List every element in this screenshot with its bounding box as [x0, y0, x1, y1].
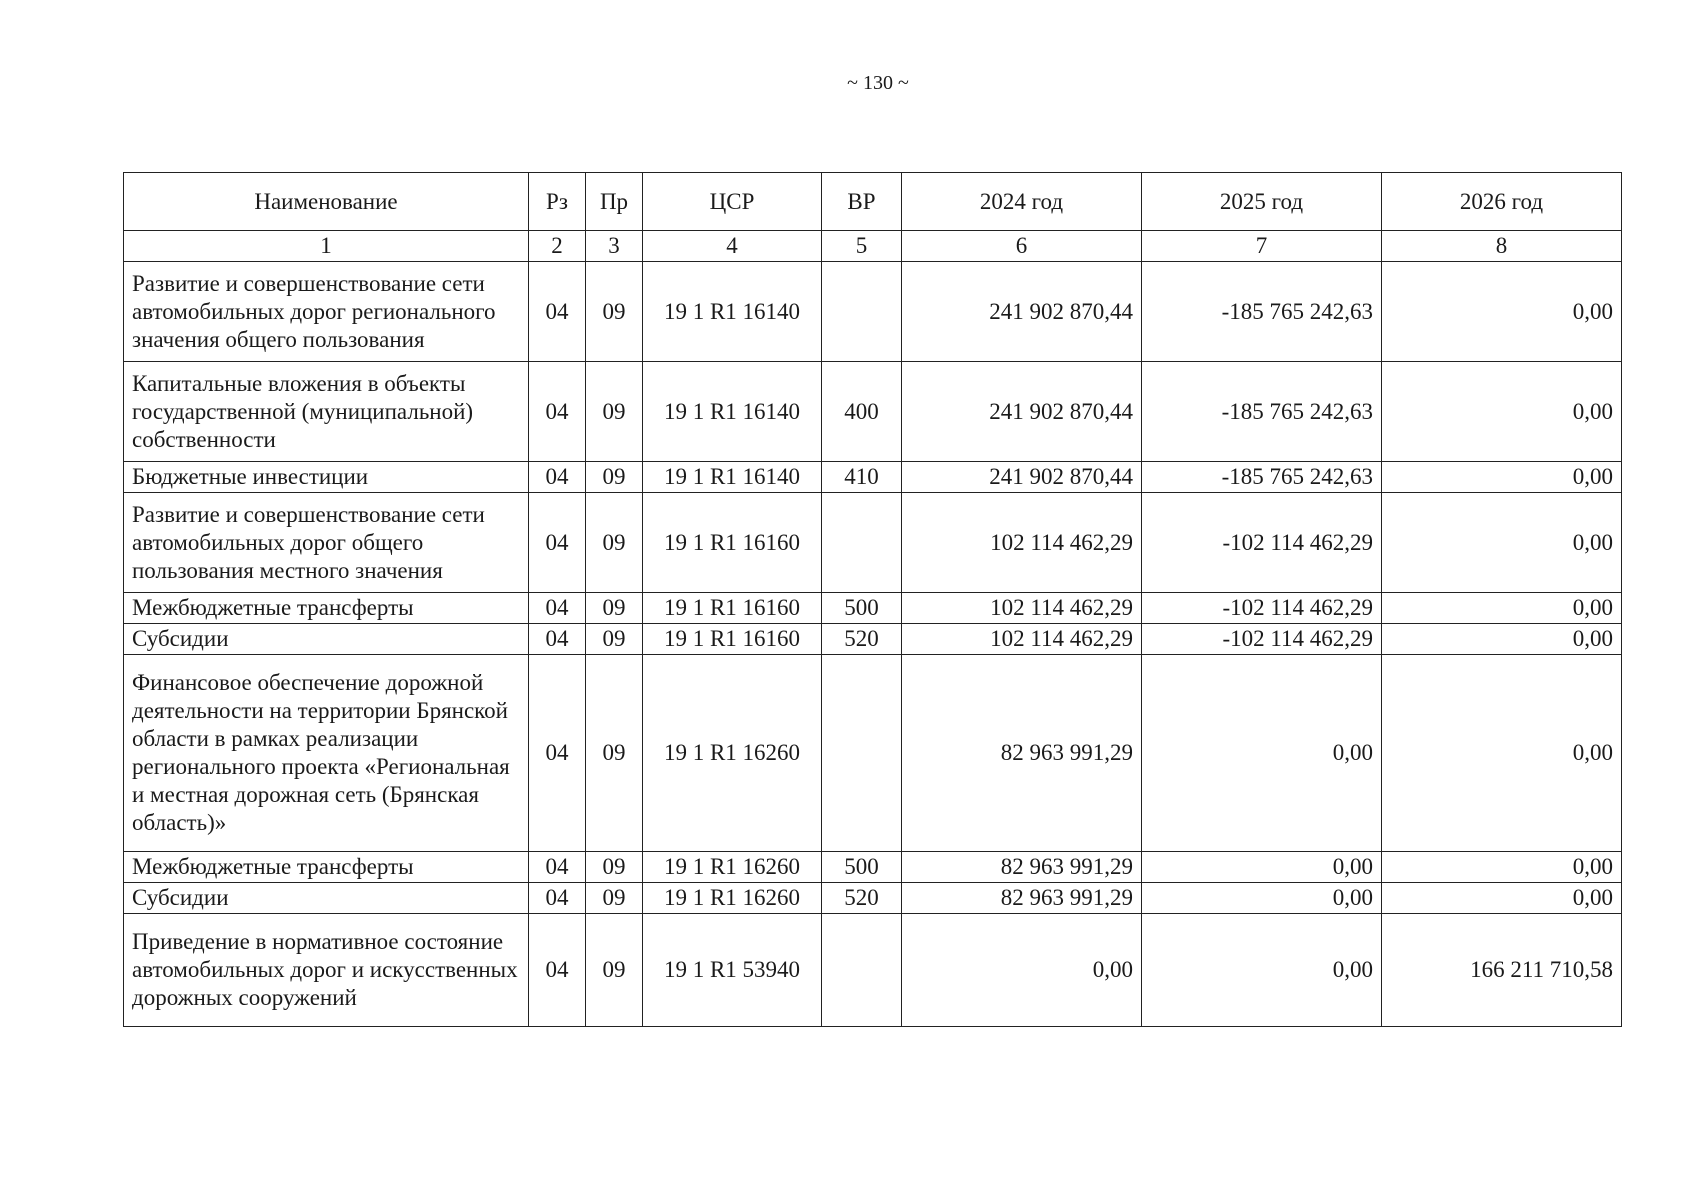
header-2025: 2025 год — [1142, 173, 1382, 231]
row-vr — [822, 262, 902, 362]
row-2026: 0,00 — [1382, 655, 1622, 852]
column-number: 2 — [529, 231, 586, 262]
row-2026: 0,00 — [1382, 593, 1622, 624]
row-2024: 82 963 991,29 — [902, 883, 1142, 914]
header-name: Наименование — [124, 173, 529, 231]
row-name: Приведение в нормативное состояние автомобильных дорог и искусственных дорожных сооружений — [124, 914, 529, 1027]
row-name: Субсидии — [124, 883, 529, 914]
row-2025: -102 114 462,29 — [1142, 593, 1382, 624]
row-2026: 0,00 — [1382, 883, 1622, 914]
table-row — [124, 852, 1622, 883]
row-2025: 0,00 — [1142, 883, 1382, 914]
table-row — [124, 883, 1622, 914]
header-rz: Рз — [529, 173, 586, 231]
row-csr: 19 1 R1 16140 — [643, 362, 822, 462]
table-row — [124, 462, 1622, 493]
row-csr: 19 1 R1 16140 — [643, 262, 822, 362]
row-vr — [822, 493, 902, 593]
header-pr: Пр — [586, 173, 643, 231]
column-number: 7 — [1142, 231, 1382, 262]
row-name: Межбюджетные трансферты — [124, 852, 529, 883]
row-rz: 04 — [529, 624, 586, 655]
row-2026: 0,00 — [1382, 493, 1622, 593]
row-vr: 500 — [822, 852, 902, 883]
row-2024: 241 902 870,44 — [902, 462, 1142, 493]
row-2024: 102 114 462,29 — [902, 624, 1142, 655]
row-name: Капитальные вложения в объекты государственной (муниципальной) собственности — [124, 362, 529, 462]
table-row — [124, 362, 1622, 462]
table-row — [124, 493, 1622, 593]
row-pr: 09 — [586, 593, 643, 624]
row-vr: 500 — [822, 593, 902, 624]
row-2025: 0,00 — [1142, 852, 1382, 883]
row-pr: 09 — [586, 262, 643, 362]
row-vr: 520 — [822, 624, 902, 655]
row-csr: 19 1 R1 16260 — [643, 883, 822, 914]
row-rz: 04 — [529, 262, 586, 362]
row-name: Финансовое обеспечение дорожной деятельности на территории Брянской области в рамках реализации регионального проекта «Региональная и местная дорожная сеть (Брянская область)» — [124, 655, 529, 852]
row-2024: 102 114 462,29 — [902, 593, 1142, 624]
column-number: 6 — [902, 231, 1142, 262]
table-row — [124, 914, 1622, 1027]
row-name: Бюджетные инвестиции — [124, 462, 529, 493]
budget-table — [123, 172, 1622, 1027]
row-2025: -102 114 462,29 — [1142, 624, 1382, 655]
table-header-row — [124, 173, 1622, 231]
row-vr — [822, 914, 902, 1027]
row-rz: 04 — [529, 883, 586, 914]
row-csr: 19 1 R1 16260 — [643, 655, 822, 852]
row-vr: 400 — [822, 362, 902, 462]
row-2025: -185 765 242,63 — [1142, 262, 1382, 362]
row-2024: 82 963 991,29 — [902, 852, 1142, 883]
row-2026: 0,00 — [1382, 362, 1622, 462]
column-number: 5 — [822, 231, 902, 262]
row-vr: 410 — [822, 462, 902, 493]
row-pr: 09 — [586, 852, 643, 883]
row-name: Развитие и совершенствование сети автомобильных дорог общего пользования местного значения — [124, 493, 529, 593]
page-number: ~ 130 ~ — [847, 72, 909, 94]
row-pr: 09 — [586, 655, 643, 852]
row-rz: 04 — [529, 362, 586, 462]
row-2024: 82 963 991,29 — [902, 655, 1142, 852]
column-number: 1 — [124, 231, 529, 262]
row-pr: 09 — [586, 914, 643, 1027]
row-2026: 0,00 — [1382, 624, 1622, 655]
row-csr: 19 1 R1 16260 — [643, 852, 822, 883]
row-pr: 09 — [586, 624, 643, 655]
row-2026: 0,00 — [1382, 262, 1622, 362]
row-pr: 09 — [586, 493, 643, 593]
row-2026: 166 211 710,58 — [1382, 914, 1622, 1027]
row-2024: 241 902 870,44 — [902, 262, 1142, 362]
row-csr: 19 1 R1 53940 — [643, 914, 822, 1027]
table-row — [124, 624, 1622, 655]
row-2025: -185 765 242,63 — [1142, 462, 1382, 493]
table-row — [124, 593, 1622, 624]
header-vr: ВР — [822, 173, 902, 231]
row-rz: 04 — [529, 593, 586, 624]
column-number: 4 — [643, 231, 822, 262]
row-name: Развитие и совершенствование сети автомобильных дорог регионального значения общего пользования — [124, 262, 529, 362]
row-name: Межбюджетные трансферты — [124, 593, 529, 624]
row-pr: 09 — [586, 462, 643, 493]
row-2026: 0,00 — [1382, 462, 1622, 493]
row-vr — [822, 655, 902, 852]
row-2025: -102 114 462,29 — [1142, 493, 1382, 593]
row-csr: 19 1 R1 16140 — [643, 462, 822, 493]
column-number-row — [124, 231, 1622, 262]
header-2024: 2024 год — [902, 173, 1142, 231]
row-2024: 0,00 — [902, 914, 1142, 1027]
table-row — [124, 655, 1622, 852]
row-2025: 0,00 — [1142, 914, 1382, 1027]
row-2025: 0,00 — [1142, 655, 1382, 852]
row-rz: 04 — [529, 914, 586, 1027]
header-csr: ЦСР — [643, 173, 822, 231]
row-rz: 04 — [529, 493, 586, 593]
row-pr: 09 — [586, 883, 643, 914]
row-rz: 04 — [529, 462, 586, 493]
table-row — [124, 262, 1622, 362]
row-vr: 520 — [822, 883, 902, 914]
row-csr: 19 1 R1 16160 — [643, 624, 822, 655]
row-2026: 0,00 — [1382, 852, 1622, 883]
row-rz: 04 — [529, 655, 586, 852]
row-2024: 102 114 462,29 — [902, 493, 1142, 593]
row-pr: 09 — [586, 362, 643, 462]
row-2024: 241 902 870,44 — [902, 362, 1142, 462]
header-2026: 2026 год — [1382, 173, 1622, 231]
row-2025: -185 765 242,63 — [1142, 362, 1382, 462]
column-number: 3 — [586, 231, 643, 262]
row-csr: 19 1 R1 16160 — [643, 493, 822, 593]
row-csr: 19 1 R1 16160 — [643, 593, 822, 624]
row-rz: 04 — [529, 852, 586, 883]
column-number: 8 — [1382, 231, 1622, 262]
row-name: Субсидии — [124, 624, 529, 655]
